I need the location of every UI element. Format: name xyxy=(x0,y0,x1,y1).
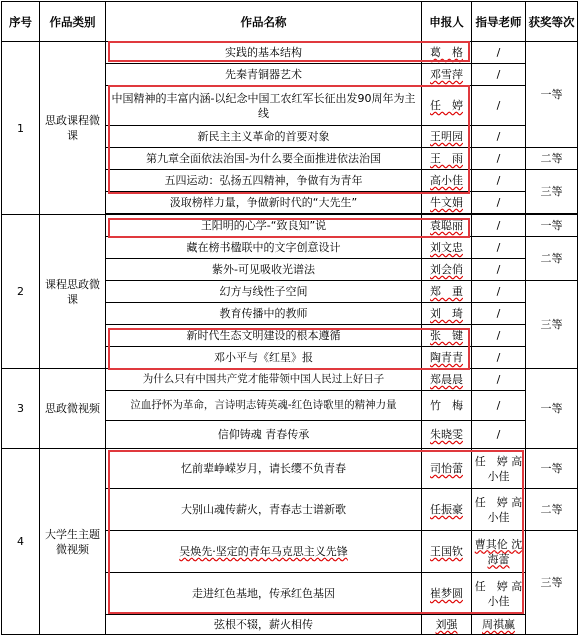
work-title: 幻方与线性子空间 xyxy=(106,281,422,303)
award-level: 三等 xyxy=(526,170,578,214)
advisor: 任 婷 高小佳 xyxy=(472,489,526,531)
advisor: / xyxy=(472,148,526,170)
advisor: / xyxy=(472,303,526,325)
work-title: 弦根不辍，薪火相传 xyxy=(106,615,422,635)
work-title: 五四运动：弘扬五四精神，争做有为青年 xyxy=(106,170,422,192)
applicant: 邓雪萍 xyxy=(422,64,472,86)
advisor: / xyxy=(472,421,526,449)
work-title: 中国精神的丰富内涵-以纪念中国工农红军长征出发90周年为主线 xyxy=(106,86,422,126)
work-title: 第九章全面依法治国-为什么要全面推进依法治国 xyxy=(106,148,422,170)
work-title: 紫外-可见吸收光谱法 xyxy=(106,259,422,281)
advisor: / xyxy=(472,391,526,421)
group-seq: 2 xyxy=(2,215,40,369)
work-title: 新民主主义革命的首要对象 xyxy=(106,126,422,148)
header-seq: 序号 xyxy=(2,2,40,42)
advisor: / xyxy=(472,325,526,347)
group-seq: 4 xyxy=(2,449,40,635)
group-category: 思政课程微课 xyxy=(40,42,106,215)
work-title: 吴焕先·坚定的青年马克思主义先锋 xyxy=(106,531,422,573)
work-title: 王阳明的心学-“致良知”说 xyxy=(106,215,422,237)
applicant: 高小佳 xyxy=(422,170,472,192)
award-level: 一等 xyxy=(526,42,578,148)
header-award: 获奖等次 xyxy=(526,2,578,42)
applicant: 张 键 xyxy=(422,325,472,347)
header-title: 作品名称 xyxy=(106,2,422,42)
applicant: 郑 重 xyxy=(422,281,472,303)
award-level: 二等 xyxy=(526,489,578,531)
applicant: 刘会俏 xyxy=(422,259,472,281)
group-seq: 3 xyxy=(2,369,40,449)
applicant: 陶青青 xyxy=(422,347,472,369)
work-title: 藏在榜书楹联中的文字创意设计 xyxy=(106,237,422,259)
award-level: 一等 xyxy=(526,369,578,449)
applicant: 王 雨 xyxy=(422,148,472,170)
work-title: 忆前辈峥嵘岁月，请长缨不负青春 xyxy=(106,449,422,489)
awards-table xyxy=(1,1,578,635)
award-level: 二等 xyxy=(526,237,578,281)
header-advisor: 指导老师 xyxy=(472,2,526,42)
advisor: / xyxy=(472,86,526,126)
header-applicant: 申报人 xyxy=(422,2,472,42)
advisor: / xyxy=(472,259,526,281)
applicant: 刘强 xyxy=(422,615,472,635)
applicant: 刘文忠 xyxy=(422,237,472,259)
group-category: 大学生主题微视频 xyxy=(40,449,106,635)
work-title: 泣血抒怀为革命，言诗明志铸英魂-红色诗歌里的精神力量 xyxy=(106,391,422,421)
advisor: / xyxy=(472,126,526,148)
advisor: / xyxy=(472,42,526,64)
group-category: 课程思政微课 xyxy=(40,215,106,369)
applicant: 葛 格 xyxy=(422,42,472,64)
award-level: 一等 xyxy=(526,449,578,489)
advisor: / xyxy=(472,64,526,86)
award-level: 二等 xyxy=(526,148,578,170)
work-title: 邓小平与《红星》报 xyxy=(106,347,422,369)
applicant: 朱晓雯 xyxy=(422,421,472,449)
table-row xyxy=(2,449,578,489)
applicant: 王国钦 xyxy=(422,531,472,573)
advisor: 任 婷 高小佳 xyxy=(472,573,526,615)
work-title: 走进红色基地，传承红色基因 xyxy=(106,573,422,615)
advisor: / xyxy=(472,237,526,259)
applicant: 王明园 xyxy=(422,126,472,148)
applicant: 牛文娟 xyxy=(422,192,472,214)
work-title: 先秦青铜器艺术 xyxy=(106,64,422,86)
header-category: 作品类别 xyxy=(40,2,106,42)
award-level: 一等 xyxy=(526,215,578,237)
applicant: 郑晨晨 xyxy=(422,369,472,391)
advisor: / xyxy=(472,170,526,192)
table-row xyxy=(2,215,578,237)
advisor: / xyxy=(472,215,526,237)
group-category: 思政微视频 xyxy=(40,369,106,449)
applicant: 任振豪 xyxy=(422,489,472,531)
award-level: 三等 xyxy=(526,281,578,369)
advisor: 曹其伦 沈海蕾 xyxy=(472,531,526,573)
work-title: 新时代生态文明建设的根本遵循 xyxy=(106,325,422,347)
applicant: 崔梦圆 xyxy=(422,573,472,615)
header-row xyxy=(2,2,578,42)
work-title: 为什么只有中国共产党才能带领中国人民过上好日子 xyxy=(106,369,422,391)
advisor: / xyxy=(472,192,526,214)
group-seq: 1 xyxy=(2,42,40,215)
applicant: 竹 梅 xyxy=(422,391,472,421)
award-level: 三等 xyxy=(526,531,578,635)
advisor: / xyxy=(472,369,526,391)
work-title: 教育传播中的教师 xyxy=(106,303,422,325)
applicant: 任 婷 xyxy=(422,86,472,126)
table-row xyxy=(2,42,578,64)
applicant: 刘 琦 xyxy=(422,303,472,325)
applicant: 司怡蕾 xyxy=(422,449,472,489)
applicant: 袁聪丽 xyxy=(422,215,472,237)
advisor: / xyxy=(472,281,526,303)
work-title: 汲取榜样力量，争做新时代的“大先生” xyxy=(106,192,422,214)
work-title: 实践的基本结构 xyxy=(106,42,422,64)
table-row xyxy=(2,369,578,391)
advisor: / xyxy=(472,347,526,369)
work-title: 大别山魂传薪火，青春志士谱新歌 xyxy=(106,489,422,531)
advisor: 周祺赢 xyxy=(472,615,526,635)
work-title: 信仰铸魂 青春传承 xyxy=(106,421,422,449)
advisor: 任 婷 高小佳 xyxy=(472,449,526,489)
